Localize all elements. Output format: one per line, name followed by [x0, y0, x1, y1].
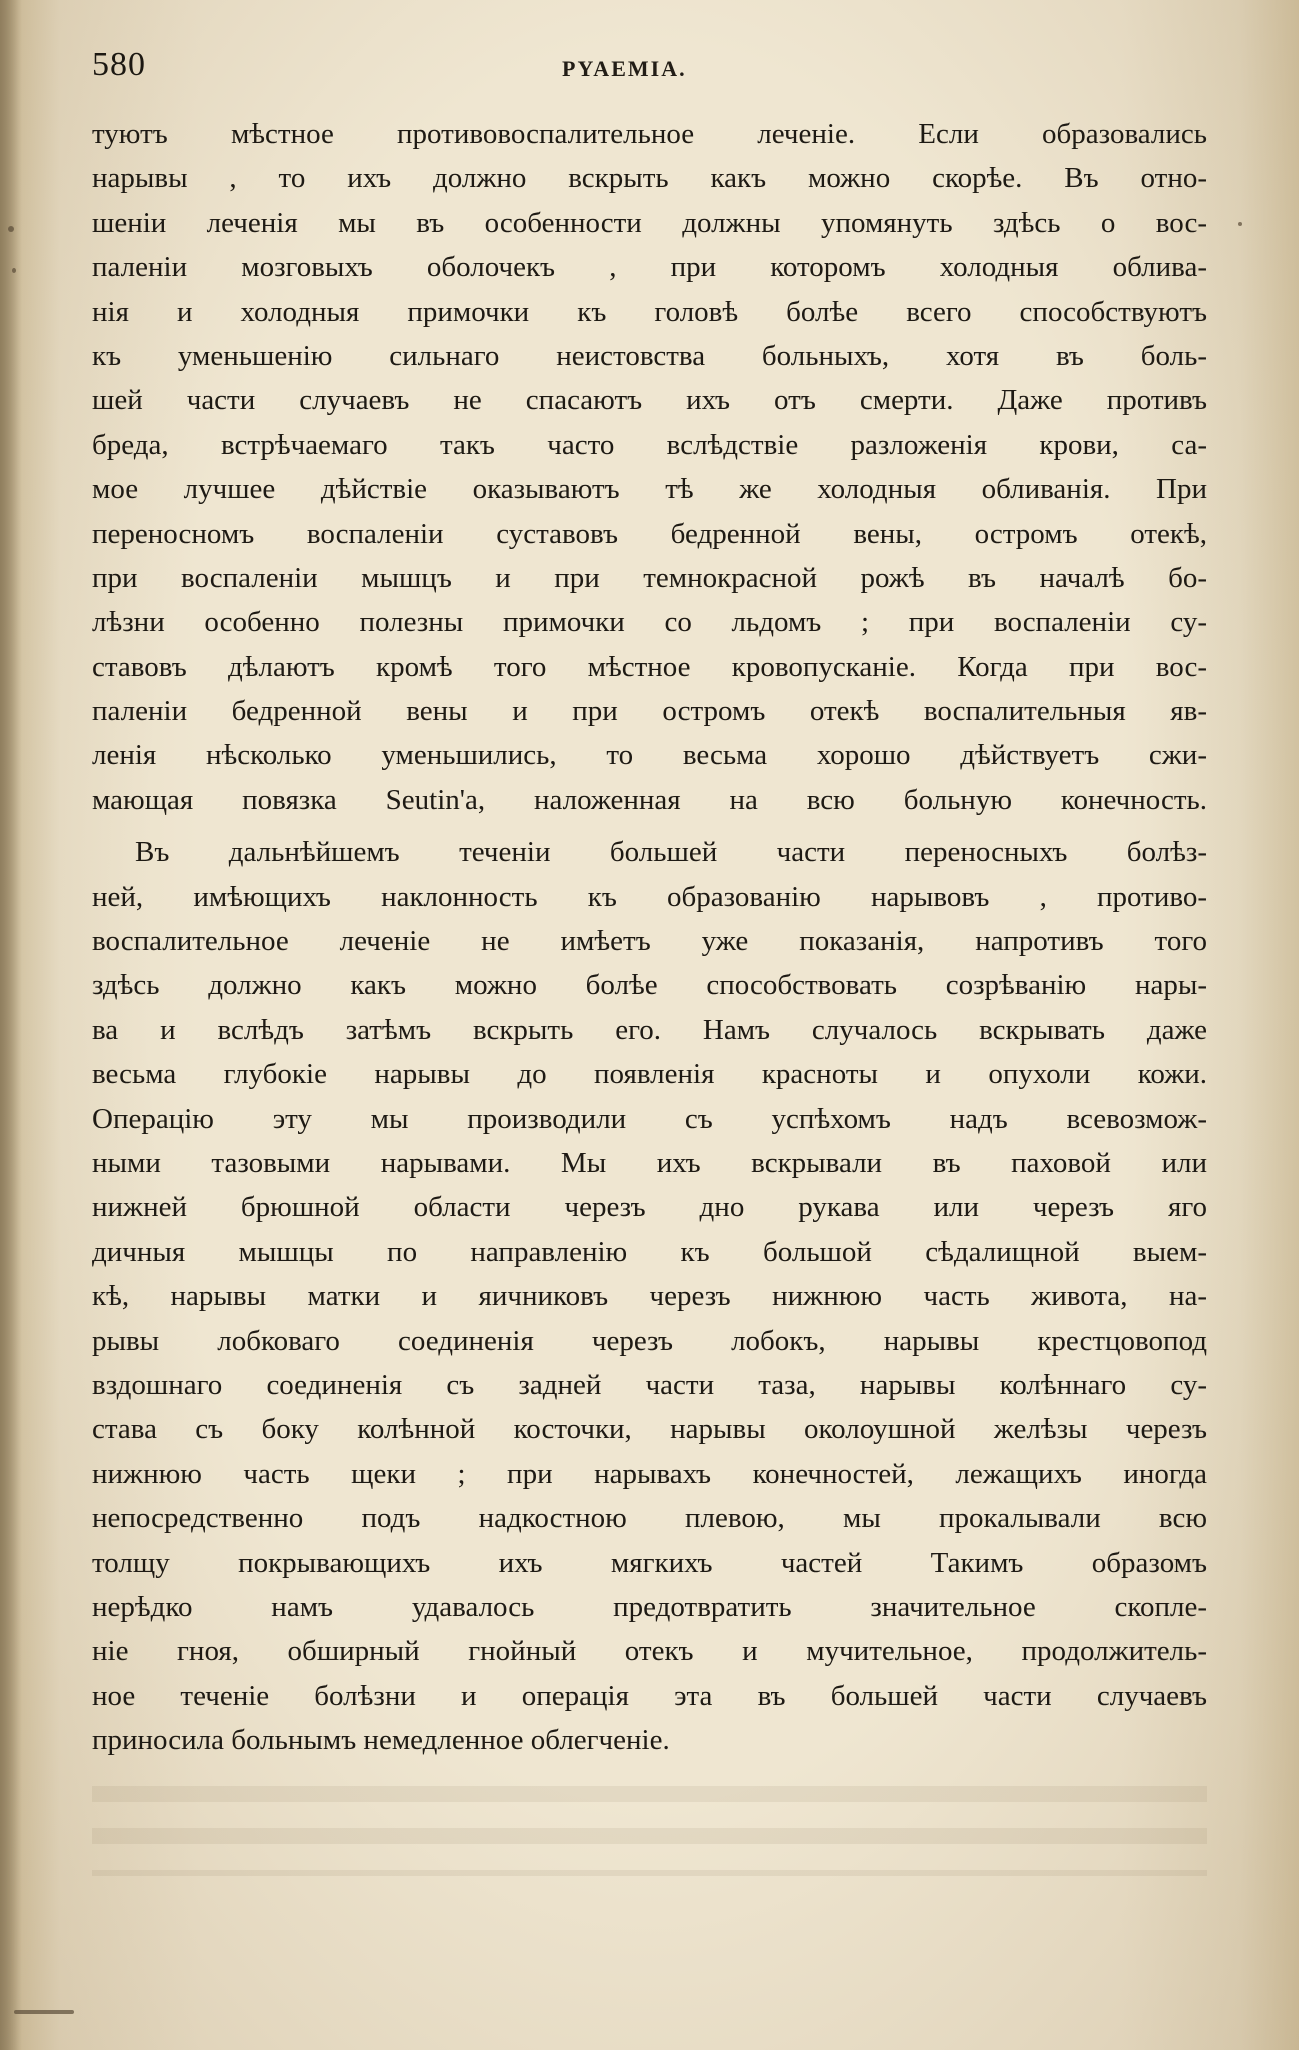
- page-edge-shadow: [0, 0, 22, 2050]
- text-line: весьма глубокіе нарывы до появленія красноты и опухоли кожи.: [92, 1058, 1207, 1091]
- page-number: 580: [92, 46, 146, 83]
- text-line: Операцію эту мы производили съ успѣхомъ надъ всевозмож-: [92, 1102, 1207, 1135]
- text-line: дичныя мышцы по направленію къ большой сѣдалищной выем-: [92, 1235, 1207, 1268]
- text-line: паленіи бедренной вены и при остромъ отекѣ воспалительныя яв-: [92, 695, 1207, 728]
- text-line: бреда, встрѣчаемаго такъ часто вслѣдствіе разложенія крови, са-: [92, 428, 1207, 461]
- text-line: приносила больнымъ немедленное облегченіе.: [92, 1724, 670, 1757]
- text-line: ва и вслѣдъ затѣмъ вскрыть его. Намъ случалось вскрывать даже: [92, 1013, 1207, 1046]
- text-line: непосредственно подъ надкостною плевою, мы прокалывали всю: [92, 1502, 1207, 1535]
- text-line: лѣзни особенно полезны примочки со льдомъ ; при воспаленіи су-: [92, 606, 1207, 639]
- text-line: нерѣдко намъ удавалось предотвратить значительное скопле-: [92, 1590, 1207, 1623]
- text-line: вздошнаго соединенія съ задней части таза, нарывы колѣннаго су-: [92, 1368, 1207, 1401]
- text-line: нарывы , то ихъ должно вскрыть какъ можно скорѣе. Въ отно-: [92, 162, 1207, 195]
- text-line: кѣ, нарывы матки и яичниковъ черезъ нижнюю часть живота, на-: [92, 1280, 1207, 1313]
- text-line: здѣсь должно какъ можно болѣе способствовать созрѣванію нары-: [92, 969, 1207, 1002]
- text-line: при воспаленіи мышцъ и при темнокрасной рожѣ въ началѣ бо-: [92, 561, 1207, 594]
- text-line: ленія нѣсколько уменьшились, то весьма хорошо дѣйствуетъ сжи-: [92, 739, 1207, 772]
- ink-speck: [12, 268, 16, 273]
- paragraph: [92, 830, 1207, 1762]
- text-line: толщу покрывающихъ ихъ мягкихъ частей Такимъ образомъ: [92, 1546, 1207, 1579]
- text-line: нія и холодныя примочки къ головѣ болѣе всего способствуютъ: [92, 295, 1207, 328]
- text-line: шей части случаевъ не спасаютъ ихъ отъ смерти. Даже противъ: [92, 384, 1207, 417]
- text-line: ніе гноя, обширный гнойный отекъ и мучительное, продолжитель-: [92, 1635, 1207, 1668]
- ink-speck: [8, 226, 14, 232]
- text-line: шеніи леченія мы въ особенности должны упомянуть здѣсь о вос-: [92, 206, 1207, 239]
- ink-speck: [1238, 222, 1242, 226]
- ink-speck: [14, 2010, 74, 2014]
- text-line: ней, имѣющихъ наклонность къ образованію нарывовъ , противо-: [92, 880, 1207, 913]
- running-head: PYAEMIA.: [562, 56, 687, 81]
- text-line: паленіи мозговыхъ оболочекъ , при которомъ холодныя облива-: [92, 251, 1207, 284]
- text-line: ными тазовыми нарывами. Мы ихъ вскрывали въ паховой или: [92, 1146, 1207, 1179]
- text-line: переносномъ воспаленіи суставовъ бедренной вены, остромъ отекѣ,: [92, 517, 1207, 550]
- body-text: [92, 112, 1207, 1762]
- text-line: Въ дальнѣйшемъ теченіи большей части переносныхъ болѣз-: [135, 836, 1207, 869]
- text-line: мающая повязка Seutin'а, наложенная на всю больную конечность.: [92, 783, 1207, 816]
- paragraph: [92, 112, 1207, 822]
- text-line: мое лучшее дѣйствіе оказываютъ тѣ же холодныя обливанія. При: [92, 473, 1207, 506]
- text-line: туютъ мѣстное противовоспалительное леченіе. Если образовались: [92, 118, 1207, 150]
- text-line: ное теченіе болѣзни и операція эта въ большей части случаевъ: [92, 1679, 1207, 1712]
- text-line: воспалительное леченіе не имѣетъ уже показанія, напротивъ того: [92, 925, 1207, 958]
- text-line: нижней брюшной области черезъ дно рукава или черезъ яго: [92, 1191, 1207, 1224]
- text-line: рывы лобковаго соединенія черезъ лобокъ, нарывы крестцовопод: [92, 1324, 1207, 1357]
- page-header: [92, 46, 1207, 96]
- text-line: къ уменьшенію сильнаго неистовства больныхъ, хотя въ боль-: [92, 339, 1207, 372]
- text-line: ставовъ дѣлаютъ кромѣ того мѣстное кровопусканіе. Когда при вос-: [92, 650, 1207, 683]
- bleed-through-shadow: [92, 1786, 1207, 1876]
- text-line: нижнюю часть щеки ; при нарывахъ конечностей, лежащихъ иногда: [92, 1457, 1207, 1490]
- text-line: става съ боку колѣнной косточки, нарывы околоушной желѣзы черезъ: [92, 1413, 1207, 1446]
